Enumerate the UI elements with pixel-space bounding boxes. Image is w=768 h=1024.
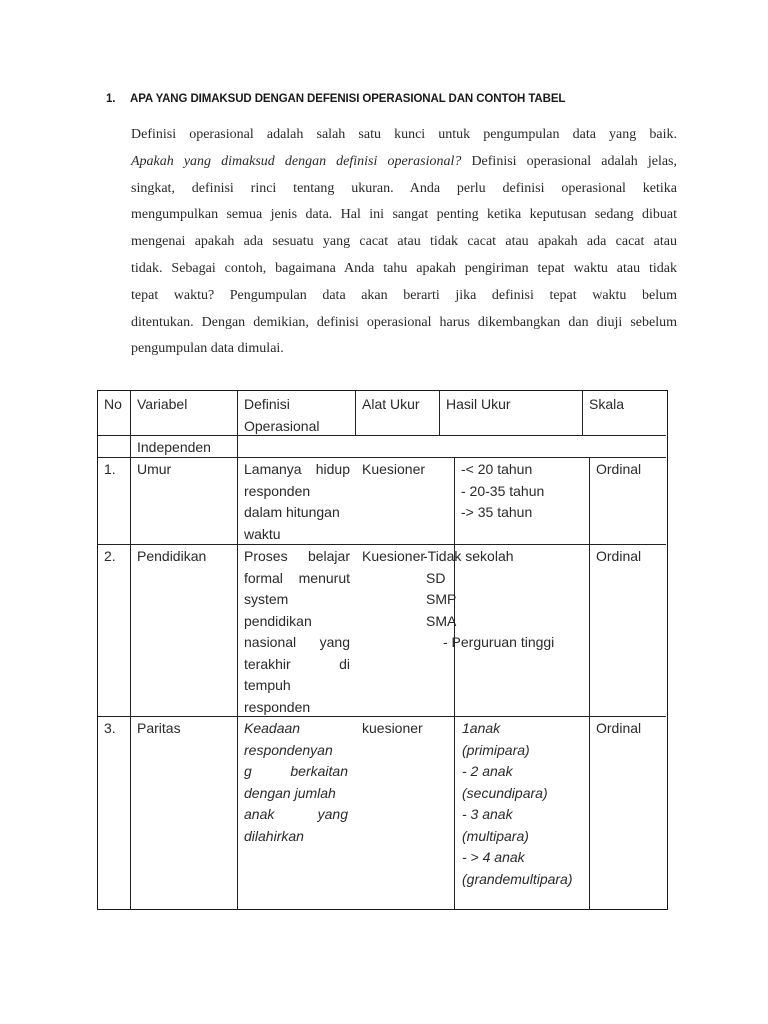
row-3-alat-ukur: kuesioner bbox=[362, 720, 423, 736]
group-label: Independen bbox=[137, 439, 211, 455]
table-rule bbox=[454, 457, 455, 909]
hasil-line: - 3 anak bbox=[462, 806, 513, 822]
hasil-line: -< 20 tahun bbox=[461, 461, 533, 477]
row-3-skala: Ordinal bbox=[596, 720, 642, 736]
row-1-no: 1. bbox=[104, 461, 116, 477]
row-3-hasil-ukur bbox=[462, 718, 573, 890]
definisi-line: pendidikan bbox=[244, 612, 312, 629]
row-3-no: 3. bbox=[104, 720, 116, 736]
section-heading bbox=[106, 93, 565, 105]
paragraph-line: Definisi operasional adalah salah satu kunci untuk pengumpulan data yang baik. bbox=[131, 127, 677, 142]
paragraph-line: pengumpulan data dimulai. bbox=[131, 341, 284, 357]
row-2-alat-ukur: Kuesioner bbox=[362, 548, 426, 564]
hasil-line: - Perguruan tinggi bbox=[443, 634, 555, 650]
table-rule bbox=[582, 391, 583, 435]
section-title: APA YANG DIMAKSUD DENGAN DEFENISI OPERASIONAL DAN CONTOH TABEL bbox=[130, 93, 566, 105]
hasil-line: (primipara) bbox=[462, 741, 530, 758]
definisi-line: dilahirkan bbox=[244, 827, 304, 844]
header-definisi-line: Operasional bbox=[244, 417, 320, 434]
row-1-alat-ukur: Kuesioner bbox=[362, 461, 426, 477]
hasil-line: - 20-35 tahun bbox=[461, 482, 545, 499]
definisi-line: anak yang bbox=[244, 806, 348, 822]
definisi-line: g berkaitan bbox=[244, 763, 348, 779]
header-no: No bbox=[104, 396, 122, 412]
header-hasil-ukur: Hasil Ukur bbox=[446, 396, 511, 412]
definition-paragraph bbox=[131, 122, 677, 363]
definisi-line: Lamanya hidup bbox=[244, 461, 350, 477]
paragraph-line bbox=[131, 149, 677, 176]
row-3-definisi bbox=[244, 718, 348, 847]
row-1-skala: Ordinal bbox=[596, 461, 642, 477]
definisi-line: responden bbox=[244, 698, 311, 715]
definisi-line: responden bbox=[244, 482, 311, 499]
paragraph-question: Apakah yang dimaksud dengan definisi operasional? bbox=[131, 153, 462, 169]
definisi-line: tempuh bbox=[244, 677, 291, 693]
paragraph-line: mengenai apakah ada sesuatu yang cacat atau tidak cacat atau apakah ada cacat atau bbox=[131, 234, 677, 250]
definisi-line: Keadaan bbox=[244, 720, 301, 736]
table-rule bbox=[98, 435, 666, 436]
hasil-line: SMA bbox=[426, 612, 457, 629]
definisi-line: Proses belajar bbox=[244, 548, 350, 564]
definisi-line: dalam hitungan bbox=[244, 504, 340, 520]
table-rule bbox=[237, 391, 238, 909]
definisi-line: dengan jumlah bbox=[244, 784, 336, 801]
table-rule bbox=[98, 544, 666, 545]
row-2-variabel: Pendidikan bbox=[137, 548, 207, 564]
definisi-line: formal menurut bbox=[244, 569, 350, 586]
hasil-line: SD bbox=[426, 569, 446, 586]
definisi-line: respondenyan bbox=[244, 741, 333, 758]
paragraph-text: Definisi operasional adalah jelas, bbox=[461, 153, 677, 169]
header-skala: Skala bbox=[589, 396, 625, 412]
paragraph-line: tidak. Sebagai contoh, bagaimana Anda tahu apakah pengiriman tepat waktu atau tidak bbox=[131, 260, 677, 276]
hasil-line: 1anak bbox=[462, 720, 501, 736]
operational-definition-table bbox=[97, 390, 668, 910]
header-alat-ukur: Alat Ukur bbox=[362, 396, 420, 412]
hasil-line: (grandemultipara) bbox=[462, 870, 573, 887]
table-rule bbox=[98, 716, 666, 717]
header-definisi bbox=[244, 394, 320, 437]
paragraph-line: ditentukan. Dengan demikian, definisi operasional harus dikembangkan dan diuji sebelum bbox=[131, 314, 677, 330]
hasil-line: - 2 anak bbox=[462, 763, 513, 779]
definisi-line: waktu bbox=[244, 525, 281, 542]
hasil-line: -Tidak sekolah bbox=[423, 548, 514, 564]
definisi-line: system bbox=[244, 591, 289, 607]
row-2-no: 2. bbox=[104, 548, 116, 564]
row-2-hasil-ukur bbox=[423, 546, 554, 654]
section-number: 1. bbox=[106, 93, 116, 105]
table-rule bbox=[439, 391, 440, 435]
hasil-line: - > 4 anak bbox=[462, 849, 525, 865]
paragraph-line: tepat waktu? Pengumpulan data akan berarti jika definisi tepat waktu belum bbox=[131, 287, 677, 303]
table-rule bbox=[355, 391, 356, 435]
row-1-variabel: Umur bbox=[137, 461, 172, 477]
row-1-definisi bbox=[244, 459, 350, 545]
row-2-definisi bbox=[244, 546, 350, 718]
definisi-line: terakhir di bbox=[244, 655, 350, 672]
header-variabel: Variabel bbox=[137, 396, 188, 412]
definisi-line: nasional yang bbox=[244, 634, 350, 650]
hasil-line: -> 35 tahun bbox=[461, 504, 533, 520]
table-rule bbox=[130, 391, 131, 909]
row-2-skala: Ordinal bbox=[596, 548, 642, 564]
header-definisi-line: Definisi bbox=[244, 396, 290, 412]
hasil-line: SMP bbox=[426, 591, 457, 607]
paragraph-line: singkat, definisi rinci tentang ukuran. Anda perlu definisi operasional ketika bbox=[131, 180, 677, 196]
hasil-line: (secundipara) bbox=[462, 784, 548, 801]
row-3-variabel: Paritas bbox=[137, 720, 181, 736]
table-rule bbox=[589, 457, 590, 909]
paragraph-line: mengumpulkan semua jenis data. Hal ini sangat penting ketika keputusan sedang dibuat bbox=[131, 207, 677, 223]
row-1-hasil-ukur bbox=[461, 459, 544, 524]
hasil-line: (multipara) bbox=[462, 827, 529, 844]
